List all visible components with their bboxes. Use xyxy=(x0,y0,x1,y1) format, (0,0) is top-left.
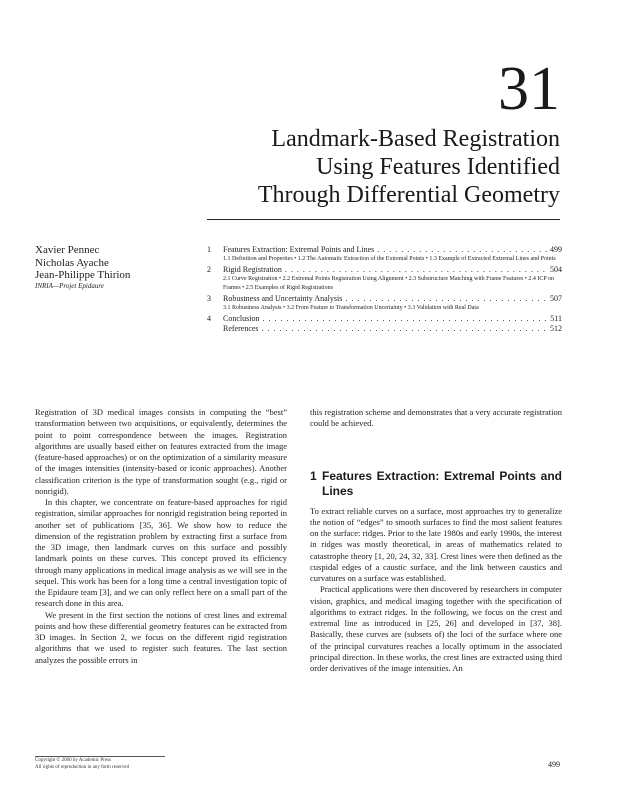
chapter-title xyxy=(140,125,560,209)
paragraph: Practical applications were then discovered by researchers in computer vision, graphics, and medical imaging together with the specification of algorithms to extract ridges. In the following, we focus on the crest and extremal line as introduced in [25, 26] and developed in [37, 38]. Basically, these curves are (subsets of) the loci of the surface where one of the principal curvatures reaches a locally optimum in the associated principal direction. In these works, the crest lines are extracted using third order derivatives of the image intensities. An xyxy=(310,584,562,673)
body-column-left xyxy=(35,407,287,666)
toc-entry-page: 511 xyxy=(550,314,562,323)
toc-leader xyxy=(285,265,547,275)
copyright-notice xyxy=(35,758,129,771)
body-column-right xyxy=(310,407,562,674)
toc-leader xyxy=(377,245,547,255)
toc-references-label: References xyxy=(223,324,259,333)
toc-entry-page: 499 xyxy=(550,245,562,254)
title-line: Through Differential Geometry xyxy=(257,182,560,208)
author-affiliation: INRIA—Projet Epidaure xyxy=(35,281,104,290)
toc-leader xyxy=(262,324,547,334)
title-rule xyxy=(207,219,560,220)
toc-entry-page: 507 xyxy=(550,294,562,303)
toc-entry[interactable] xyxy=(207,294,562,304)
toc-subsections: 2.1 Curve Registration • 2.2 Extremal Points Registration Using Alignment • 2.3 Substructure Matching with Frame Features • 2.4 ICP on Frames • 2.5 Examples of Rigid Registrations xyxy=(223,276,555,291)
toc-subsections: 1.1 Definition and Properties • 1.2 The Automatic Extraction of the Extremal Points • 1.3 Example of Extracted Extremal Lines and Points xyxy=(223,256,556,262)
title-line: Landmark-Based Registration xyxy=(271,126,560,152)
toc-entry-page: 504 xyxy=(550,265,562,274)
table-of-contents xyxy=(207,245,562,334)
paragraph: To extract reliable curves on a surface, most approaches try to generalize the notion of “edges” to smooth surfaces to find the most salient features on the surface: ridges. Prior to the late 1980s and early 1990s, the interest in ridges was mostly theoretical, in areas of mathematics related to catastrophe theory [1, 20, 24, 32, 33]. Crest lines were then defined as the cuspidal edges of a caustic surface, and the link between caustics and curvatures on a surface was established. xyxy=(310,505,562,583)
toc-leader xyxy=(262,314,547,324)
copyright-line: All rights of reproduction in any form reserved xyxy=(35,764,130,770)
toc-subsections: 3.1 Robustness Analysis • 3.2 From Feature to Transformation Uncertainty • 3.3 Validation with Real Data xyxy=(223,305,479,311)
toc-entry-number: 1 xyxy=(207,245,211,254)
toc-entry-label: Robustness and Uncertainty Analysis xyxy=(223,294,343,303)
page-number: 499 xyxy=(548,760,560,769)
toc-references-page: 512 xyxy=(550,324,562,333)
toc-entry-label: Conclusion xyxy=(223,314,260,323)
toc-entry-label: Rigid Registration xyxy=(223,265,282,274)
author-block xyxy=(35,244,185,291)
toc-entry[interactable] xyxy=(207,265,562,275)
author-name: Jean-Philippe Thirion xyxy=(35,269,131,281)
chapter-number: 31 xyxy=(498,55,560,123)
toc-entry-number: 4 xyxy=(207,314,211,323)
toc-entry[interactable] xyxy=(207,245,562,255)
section-number: 1 xyxy=(310,468,317,483)
title-line: Using Features Identified xyxy=(316,154,560,180)
paragraph: In this chapter, we concentrate on feature-based approaches for rigid registration, similar approaches for nonrigid registration being reported in another set of publications [35, 36]. We show how to reduce the dimension of the registration problem by extracting first a surface from the 3D image, then landmark curves on this surface and possibly landmark points on these curves. This concept proved its efficiency through many applications in medical image analysis as we will see in the sequel. This work has been for a long time a central investigation topic of the Epidaure team [3], and we can only reflect here on a small part of the research done in this area. xyxy=(35,497,287,609)
section-title: Features Extraction: Extremal Points and Lines xyxy=(322,468,562,498)
toc-leader xyxy=(345,294,547,304)
footer-rule xyxy=(35,756,165,757)
author-name: Xavier Pennec xyxy=(35,244,100,256)
toc-references[interactable] xyxy=(207,324,562,334)
paragraph: Registration of 3D medical images consists in computing the “best” transformation between two acquisitions, or equivalently, determines the point to point correspondence between the images. Registration algorithms are usually based either on features extracted from the image (feature-based approaches) or on the optimization of a similarity measure of the images intensities (intensity-based or iconic approaches). Another classification criterion is the type of transformation sought (e.g., rigid or nonrigid). xyxy=(35,407,287,496)
paragraph: We present in the first section the notions of crest lines and extremal points and how these differential geometry features can be extracted from 3D images. In Section 2, we focus on the different rigid registration algorithms that we used to register such features. The last section analyzes the possible errors in xyxy=(35,609,287,665)
toc-entry-label: Features Extraction: Extremal Points and Lines xyxy=(223,245,375,254)
section-heading xyxy=(310,469,562,499)
toc-entry[interactable] xyxy=(207,314,562,324)
copyright-line: Copyright © 2000 by Academic Press xyxy=(35,758,111,763)
toc-entry-number: 2 xyxy=(207,265,211,274)
toc-entry-number: 3 xyxy=(207,294,211,303)
paragraph: this registration scheme and demonstrates that a very accurate registration could be achieved. xyxy=(310,407,562,429)
author-name: Nicholas Ayache xyxy=(35,256,109,269)
